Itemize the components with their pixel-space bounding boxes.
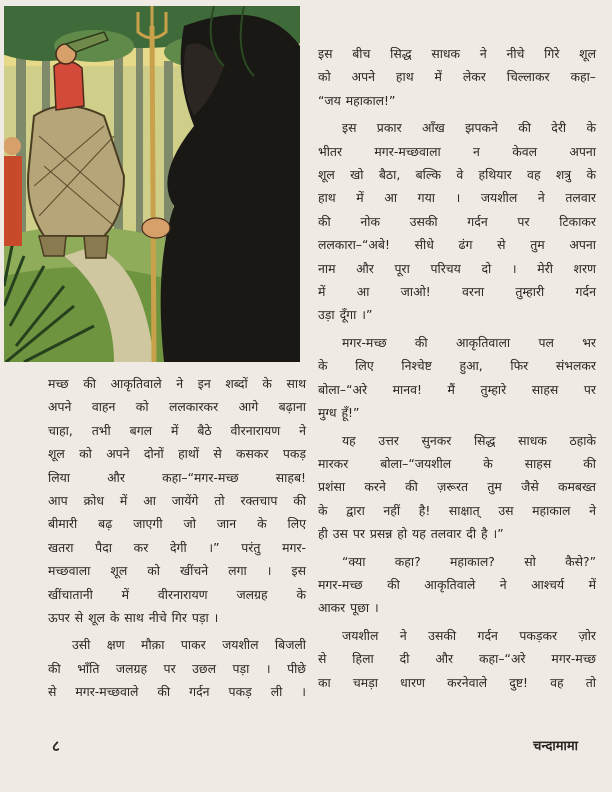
text-line: शूल को अपने दोनों हाथों से कसकर पकड़ (48, 446, 306, 462)
text-line: मारकर बोला–“जयशील के साहस की (318, 455, 596, 471)
text-line: लिया और कहा–“मगर-मच्छ साहब! (48, 469, 306, 485)
text-line: बीमारी बढ़ जाएगी जो जान के लिए (48, 516, 306, 532)
text-line: मुग्ध हूँ!” (318, 405, 360, 421)
text-line: अपने वाहन को ललकारकर आगे बढ़ाना (48, 399, 306, 415)
text-line: भीतर मगर-मच्छवाला न केवल अपना (318, 143, 596, 159)
text-line: में आ जाओ! वरना तुम्हारी गर्दन (318, 284, 596, 300)
text-line: मगर-मच्छ की आकृतिवाला पल भर (342, 334, 596, 350)
text-line: जयशील ने उसकी गर्दन पकड़कर ज़ोर (342, 627, 596, 643)
text-line: की नोक उसकी गर्दन पर टिकाकर (318, 213, 596, 229)
text-line: मच्छ की आकृतिवाले ने इन शब्दों के साथ (48, 376, 306, 391)
text-line: से हिला दी और कहा–“अरे मगर-मच्छ (318, 651, 596, 667)
text-line: इस प्रकार आँख झपकने की देरी के (342, 120, 596, 136)
text-line: ऊपर से शूल के साथ नीचे गिर पड़ा । (48, 610, 219, 626)
paragraph (318, 331, 596, 425)
text-line: हाथ में आ गया । जयशील ने तलवार (318, 190, 596, 206)
text-line: के द्वारा नहीं है! साक्षात् उस महाकाल ने (318, 502, 596, 518)
text-line: चाहा, तभी बगल में बैठे वीरनारायण ने (48, 422, 306, 438)
text-line: ललकारा–“अबे! सीधे ढंग से तुम अपना (318, 237, 596, 253)
text-line: से मगर-मच्छवाले की गर्दन पकड़ ली । (48, 684, 306, 700)
paragraph (318, 624, 596, 694)
text-line: खतरा पैदा कर देगी ।” परंतु मगर- (48, 539, 306, 555)
text-line: यह उत्तर सुनकर सिद्ध साधक ठहाके (342, 432, 596, 448)
text-line: “जय महाकाल!” (318, 92, 396, 108)
text-line: उड़ा दूँगा ।” (318, 307, 373, 323)
paragraph (318, 42, 596, 112)
text-line: मच्छवाला शूल को खींचने लगा । इस (48, 563, 306, 579)
text-line: “क्या कहा? महाकाल? सो कैसे?” (342, 553, 596, 569)
text-line: के लिए निश्चेष्ट हुआ, फिर संभलकर (318, 358, 596, 374)
right-text-column (318, 42, 596, 698)
paragraph (318, 429, 596, 546)
page-number: ८ (52, 737, 60, 755)
paragraph (48, 633, 306, 703)
paragraph (318, 550, 596, 620)
paragraph (318, 116, 596, 327)
text-line: बोला–“अरे मानव! मैं तुम्हारे साहस पर (318, 381, 596, 397)
text-line: इस बीच सिद्ध साधक ने नीचे गिरे शूल (318, 46, 596, 61)
text-line: का चमड़ा धारण करनेवाले दुष्ट! वह तो (318, 674, 596, 690)
text-line: ही उस पर प्रसन्न हो यह तलवार दी है ।” (318, 526, 504, 542)
text-line: खींचातानी में वीरनारायण जलग्रह के (48, 586, 306, 602)
text-line: शूल खो बैठा, बल्कि वे हथियार वह शत्रु के (318, 167, 596, 183)
text-line: की भाँति जलग्रह पर उछल पड़ा । पीछे (48, 660, 306, 676)
text-line: आकर पूछा । (318, 600, 379, 616)
text-line: नाम और पूरा परिचय दो । मेरी शरण (318, 260, 596, 276)
paragraph (48, 372, 306, 629)
text-line: उसी क्षण मौक़ा पाकर जयशील बिजली (72, 637, 306, 653)
left-text-column (48, 372, 306, 708)
story-illustration (4, 6, 300, 362)
text-line: मगर-मच्छ की आकृतिवाले ने आश्चर्य में (318, 576, 596, 592)
text-line: आप क्रोध में आ जायेंगे तो रक्तचाप की (48, 493, 306, 509)
text-line: को अपने हाथ में लेकर चिल्लाकर कहा– (318, 69, 596, 85)
magazine-name: चन्दामामा (533, 739, 578, 754)
text-line: प्रशंसा करने की ज़रूरत तुम जैसे कमबख्त (318, 479, 596, 495)
